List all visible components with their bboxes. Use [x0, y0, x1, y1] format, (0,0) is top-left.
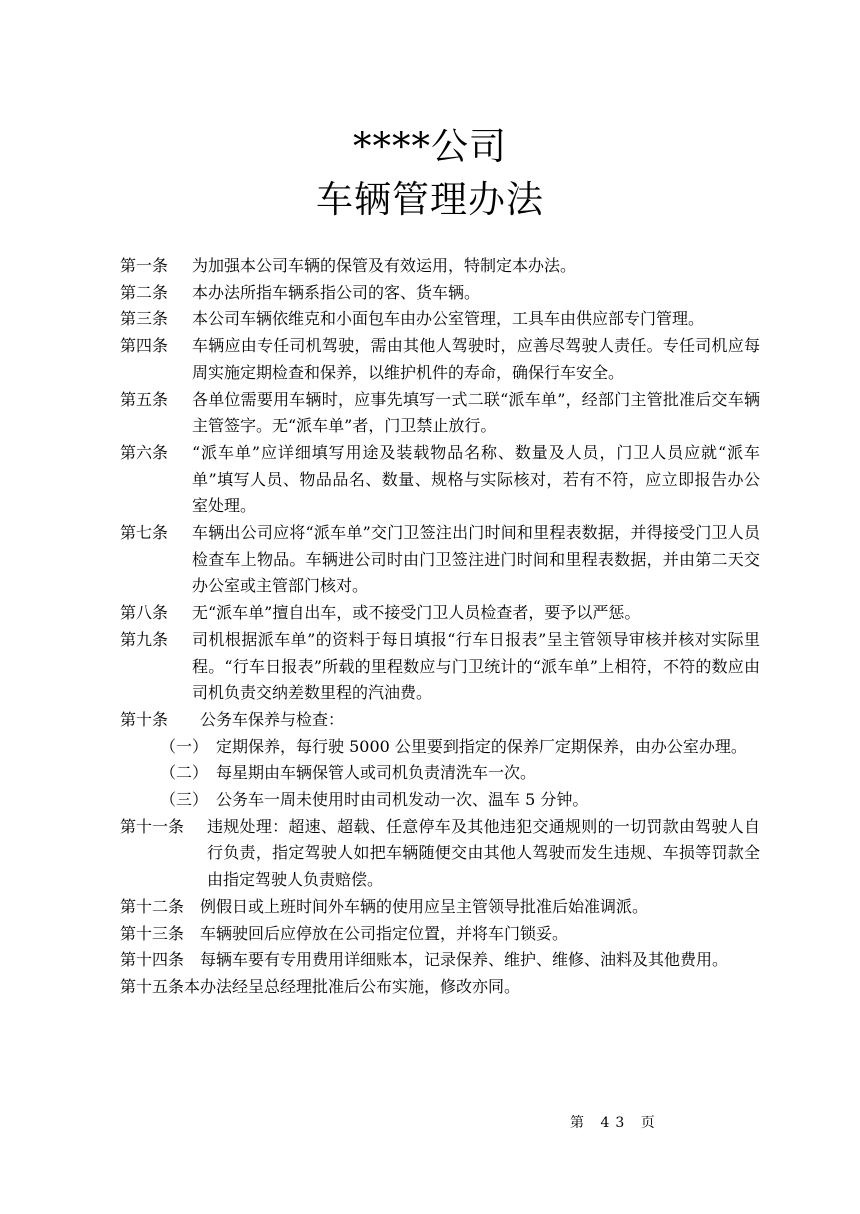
article-15: [120, 974, 760, 1001]
sub-item-3: [120, 787, 760, 814]
company-name: ****公司: [353, 125, 507, 168]
article-5: [120, 387, 760, 440]
article-label: 第三条: [120, 309, 169, 329]
sub-item-label: （一）: [160, 736, 209, 756]
article-text: 车辆出公司应将“派车单”交门卫签注出门时间和里程表数据，并得接受门卫人员检查车上物品。车辆进公司时由门卫签注进门时间和里程表数据，并由第二天交办公室或主管部门核对。: [192, 523, 760, 596]
article-7: [120, 520, 760, 600]
article-text: “派车单”应详细填写用途及装载物品名称、数量及人员，门卫人员应就“派车单”填写人员、物品品名、数量、规格与实际核对，若有不符，应立即报告办公室处理。: [192, 442, 760, 516]
article-10: [120, 707, 760, 734]
article-label: 第一条: [120, 256, 169, 275]
article-label: 第五条: [120, 389, 169, 409]
article-text: 为加强本公司车辆的保管及有效运用，特制定本办法。: [192, 256, 577, 275]
article-14: [120, 947, 760, 974]
article-label: 第十四条: [120, 950, 185, 970]
article-3: [120, 306, 760, 333]
article-text: 各单位需要用车辆时，应事先填写一式二联“派车单”，经部门主管批准后交车辆主管签字。无“派车单”者，门卫禁止放行。: [192, 389, 760, 436]
sub-item-text: 定期保养，每行驶 5000 公里要到指定的保养厂定期保养，由办公室办理。: [216, 736, 747, 756]
article-text: 每辆车要有专用费用详细账本，记录保养、维护、维修、油料及其他费用。: [200, 950, 729, 970]
sub-item-text: 每星期由车辆保管人或司机负责清洗车一次。: [216, 763, 537, 783]
article-text: 无“派车单”擅自出车，或不接受门卫人员检查者，要予以严惩。: [192, 603, 641, 623]
article-text: 本办法所指车辆系指公司的客、货车辆。: [192, 282, 481, 302]
article-12: [120, 894, 760, 921]
article-text: 公务车保养与检查：: [200, 709, 345, 729]
sub-item-label: （三）: [160, 790, 209, 810]
article-label: 第七条: [120, 523, 169, 543]
article-label: 第二条: [120, 282, 169, 302]
article-9: [120, 627, 760, 707]
article-13: [120, 921, 760, 948]
document-title: 车辆管理办法: [316, 178, 544, 221]
document-body: [120, 253, 760, 1001]
article-11: [120, 814, 760, 894]
article-4: [120, 333, 760, 386]
page-number: 第 43 页: [570, 1115, 661, 1131]
sub-item-2: [120, 760, 760, 787]
sub-item-1: [120, 734, 760, 761]
article-6: [120, 440, 760, 520]
article-text: 车辆驶回后应停放在公司指定位置，并将车门锁妥。: [200, 923, 569, 943]
article-text: 本公司车辆依维克和小面包车由办公室管理，工具车由供应部专门管理。: [192, 309, 705, 329]
article-text: 本办法经呈总经理批准后公布实施，修改亦同。: [184, 976, 521, 996]
article-label: 第四条: [120, 336, 169, 356]
article-text: 违规处理：超速、超载、任意停车及其他违犯交通规则的一切罚款由驾驶人自行负责，指定驾驶人如把车辆随便交由其他人驾驶而发生违规、车损等罚款全由指定驾驶人负责赔偿。: [207, 816, 760, 890]
article-label: 第十一条: [120, 816, 185, 836]
sub-item-text: 公务车一周未使用时由司机发动一次、温车 5 分钟。: [216, 790, 589, 810]
article-text: 车辆应由专任司机驾驶，需由其他人驾驶时，应善尽驾驶人责任。专任司机应每周实施定期检查和保养，以维护机件的寿命，确保行车安全。: [192, 336, 760, 382]
article-text: 例假日或上班时间外车辆的使用应呈主管领导批准后始准调派。: [200, 896, 649, 916]
article-label: 第六条: [120, 442, 169, 462]
article-text: 司机根据派车单”的资料于每日填报“行车日报表”呈主管领导审核并核对实际里程。“行车日报表”所载的里程数应与门卫统计的“派车单”上相符，不符的数应由司机负责交纳差数里程的汽油费。: [192, 629, 760, 703]
article-8: [120, 600, 760, 627]
article-label: 第十三条: [120, 923, 185, 943]
article-2: [120, 280, 760, 307]
article-label: 第九条: [120, 629, 169, 649]
article-label: 第八条: [120, 603, 169, 623]
article-label: 第十五条: [120, 976, 185, 996]
sub-item-label: （二）: [160, 763, 209, 783]
article-label: 第十二条: [120, 896, 185, 916]
article-label: 第十条: [120, 709, 169, 729]
article-1: [120, 253, 760, 280]
